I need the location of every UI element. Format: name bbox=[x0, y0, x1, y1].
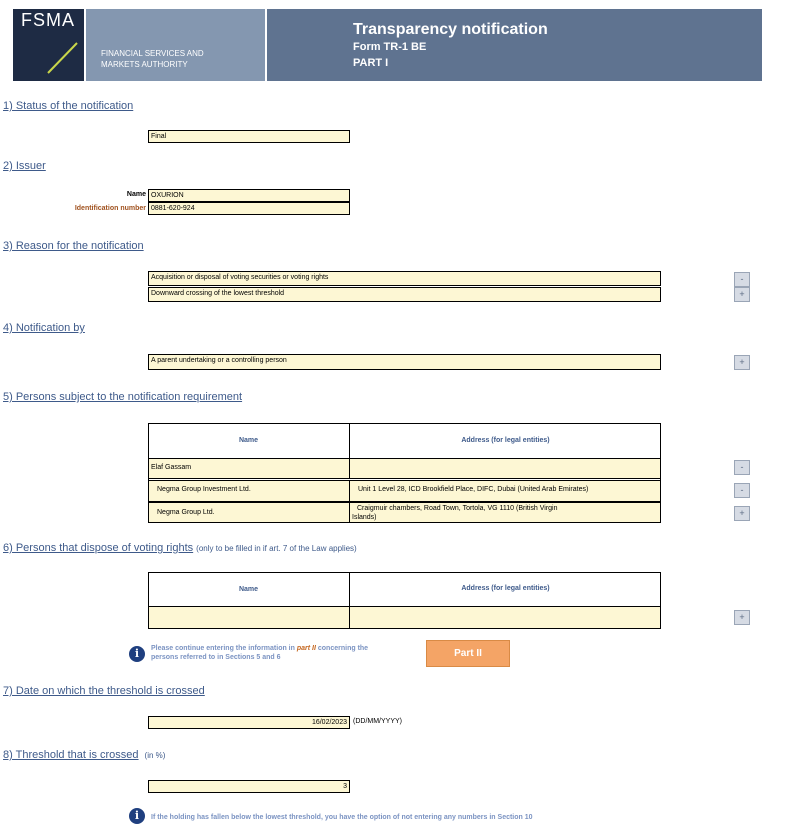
threshold-info-text: If the holding has fallen below the lowest threshold, you have the option of not entering any numbers in Section 10 bbox=[151, 814, 533, 821]
section-1-title: 1) Status of the notification bbox=[3, 100, 134, 112]
part-ii-button[interactable]: Part II bbox=[426, 640, 510, 667]
issuer-id-label: Identification number bbox=[74, 205, 146, 212]
info-icon: i bbox=[129, 808, 145, 824]
section-8-note: (in %) bbox=[144, 751, 166, 760]
section-5-title: 5) Persons subject to the notification requirement bbox=[3, 391, 243, 403]
part-label: PART I bbox=[353, 57, 389, 69]
section-4-title: 4) Notification by bbox=[3, 322, 85, 334]
column-header-name: Name bbox=[238, 586, 259, 593]
person-name-cell[interactable]: Negma Group Ltd. bbox=[148, 502, 350, 523]
column-header-address: Address (for legal entities) bbox=[461, 437, 550, 444]
issuer-name-label: Name bbox=[126, 191, 146, 198]
add-row-button[interactable]: + bbox=[734, 506, 750, 521]
header-middle-panel bbox=[86, 9, 265, 81]
person-address-cell[interactable] bbox=[349, 458, 661, 479]
header-title-panel bbox=[267, 9, 762, 81]
logo-text: FSMA bbox=[21, 10, 76, 30]
section-7-title: 7) Date on which the threshold is crossed bbox=[3, 685, 205, 697]
notification-by-field[interactable]: A parent undertaking or a controlling person bbox=[148, 354, 661, 370]
voting-address-cell[interactable] bbox=[349, 606, 661, 629]
remove-row-button[interactable]: - bbox=[734, 272, 750, 287]
page-title: Transparency notification bbox=[353, 21, 548, 38]
section-8-title: 8) Threshold that is crossed (in %) bbox=[3, 749, 166, 761]
person-name-cell[interactable]: Negma Group Investment Ltd. bbox=[148, 480, 350, 502]
date-format-hint: (DD/MM/YYYY) bbox=[353, 718, 402, 725]
form-id: Form TR-1 BE bbox=[353, 41, 427, 53]
section-2-title: 2) Issuer bbox=[3, 160, 46, 172]
add-row-button[interactable]: + bbox=[734, 610, 750, 625]
info-icon: i bbox=[129, 646, 145, 662]
reason-field-1[interactable]: Acquisition or disposal of voting securities or voting rights bbox=[148, 271, 661, 286]
add-row-button[interactable]: + bbox=[734, 287, 750, 302]
person-name-cell[interactable]: Elaf Gassam bbox=[148, 458, 350, 479]
section-6-note: (only to be filled in if art. 7 of the Law applies) bbox=[196, 544, 357, 553]
threshold-date-field[interactable]: 16/02/2023 bbox=[148, 716, 350, 729]
remove-row-button[interactable]: - bbox=[734, 483, 750, 498]
add-row-button[interactable]: + bbox=[734, 355, 750, 370]
status-field[interactable]: Final bbox=[148, 130, 350, 143]
section-3-title: 3) Reason for the notification bbox=[3, 240, 144, 252]
threshold-value-field[interactable]: 3 bbox=[148, 780, 350, 793]
section-6-title: 6) Persons that dispose of voting rights (only to be filled in if art. 7 of the Law applies) bbox=[3, 542, 357, 554]
voting-name-cell[interactable] bbox=[148, 606, 350, 629]
remove-row-button[interactable]: - bbox=[734, 460, 750, 475]
column-header-name: Name bbox=[238, 437, 259, 444]
person-address-cell[interactable]: Craigmuir chambers, Road Town, Tortola, VG 1110 (British Virgin Islands) bbox=[349, 502, 661, 523]
authority-name: FINANCIAL SERVICES AND MARKETS AUTHORITY bbox=[101, 49, 204, 69]
part2-info-text: Please continue entering the information in part II concerning the persons referred to in Sections 5 and 6 bbox=[151, 645, 369, 661]
issuer-id-field[interactable]: 0881-620-924 bbox=[148, 202, 350, 215]
column-header-address: Address (for legal entities) bbox=[461, 585, 550, 592]
issuer-name-field[interactable]: OXURION bbox=[148, 189, 350, 202]
person-address-cell[interactable]: Unit 1 Level 28, ICD Brookfield Place, DIFC, Dubai (United Arab Emirates) bbox=[349, 480, 661, 502]
reason-field-2[interactable]: Downward crossing of the lowest threshold bbox=[148, 287, 661, 302]
